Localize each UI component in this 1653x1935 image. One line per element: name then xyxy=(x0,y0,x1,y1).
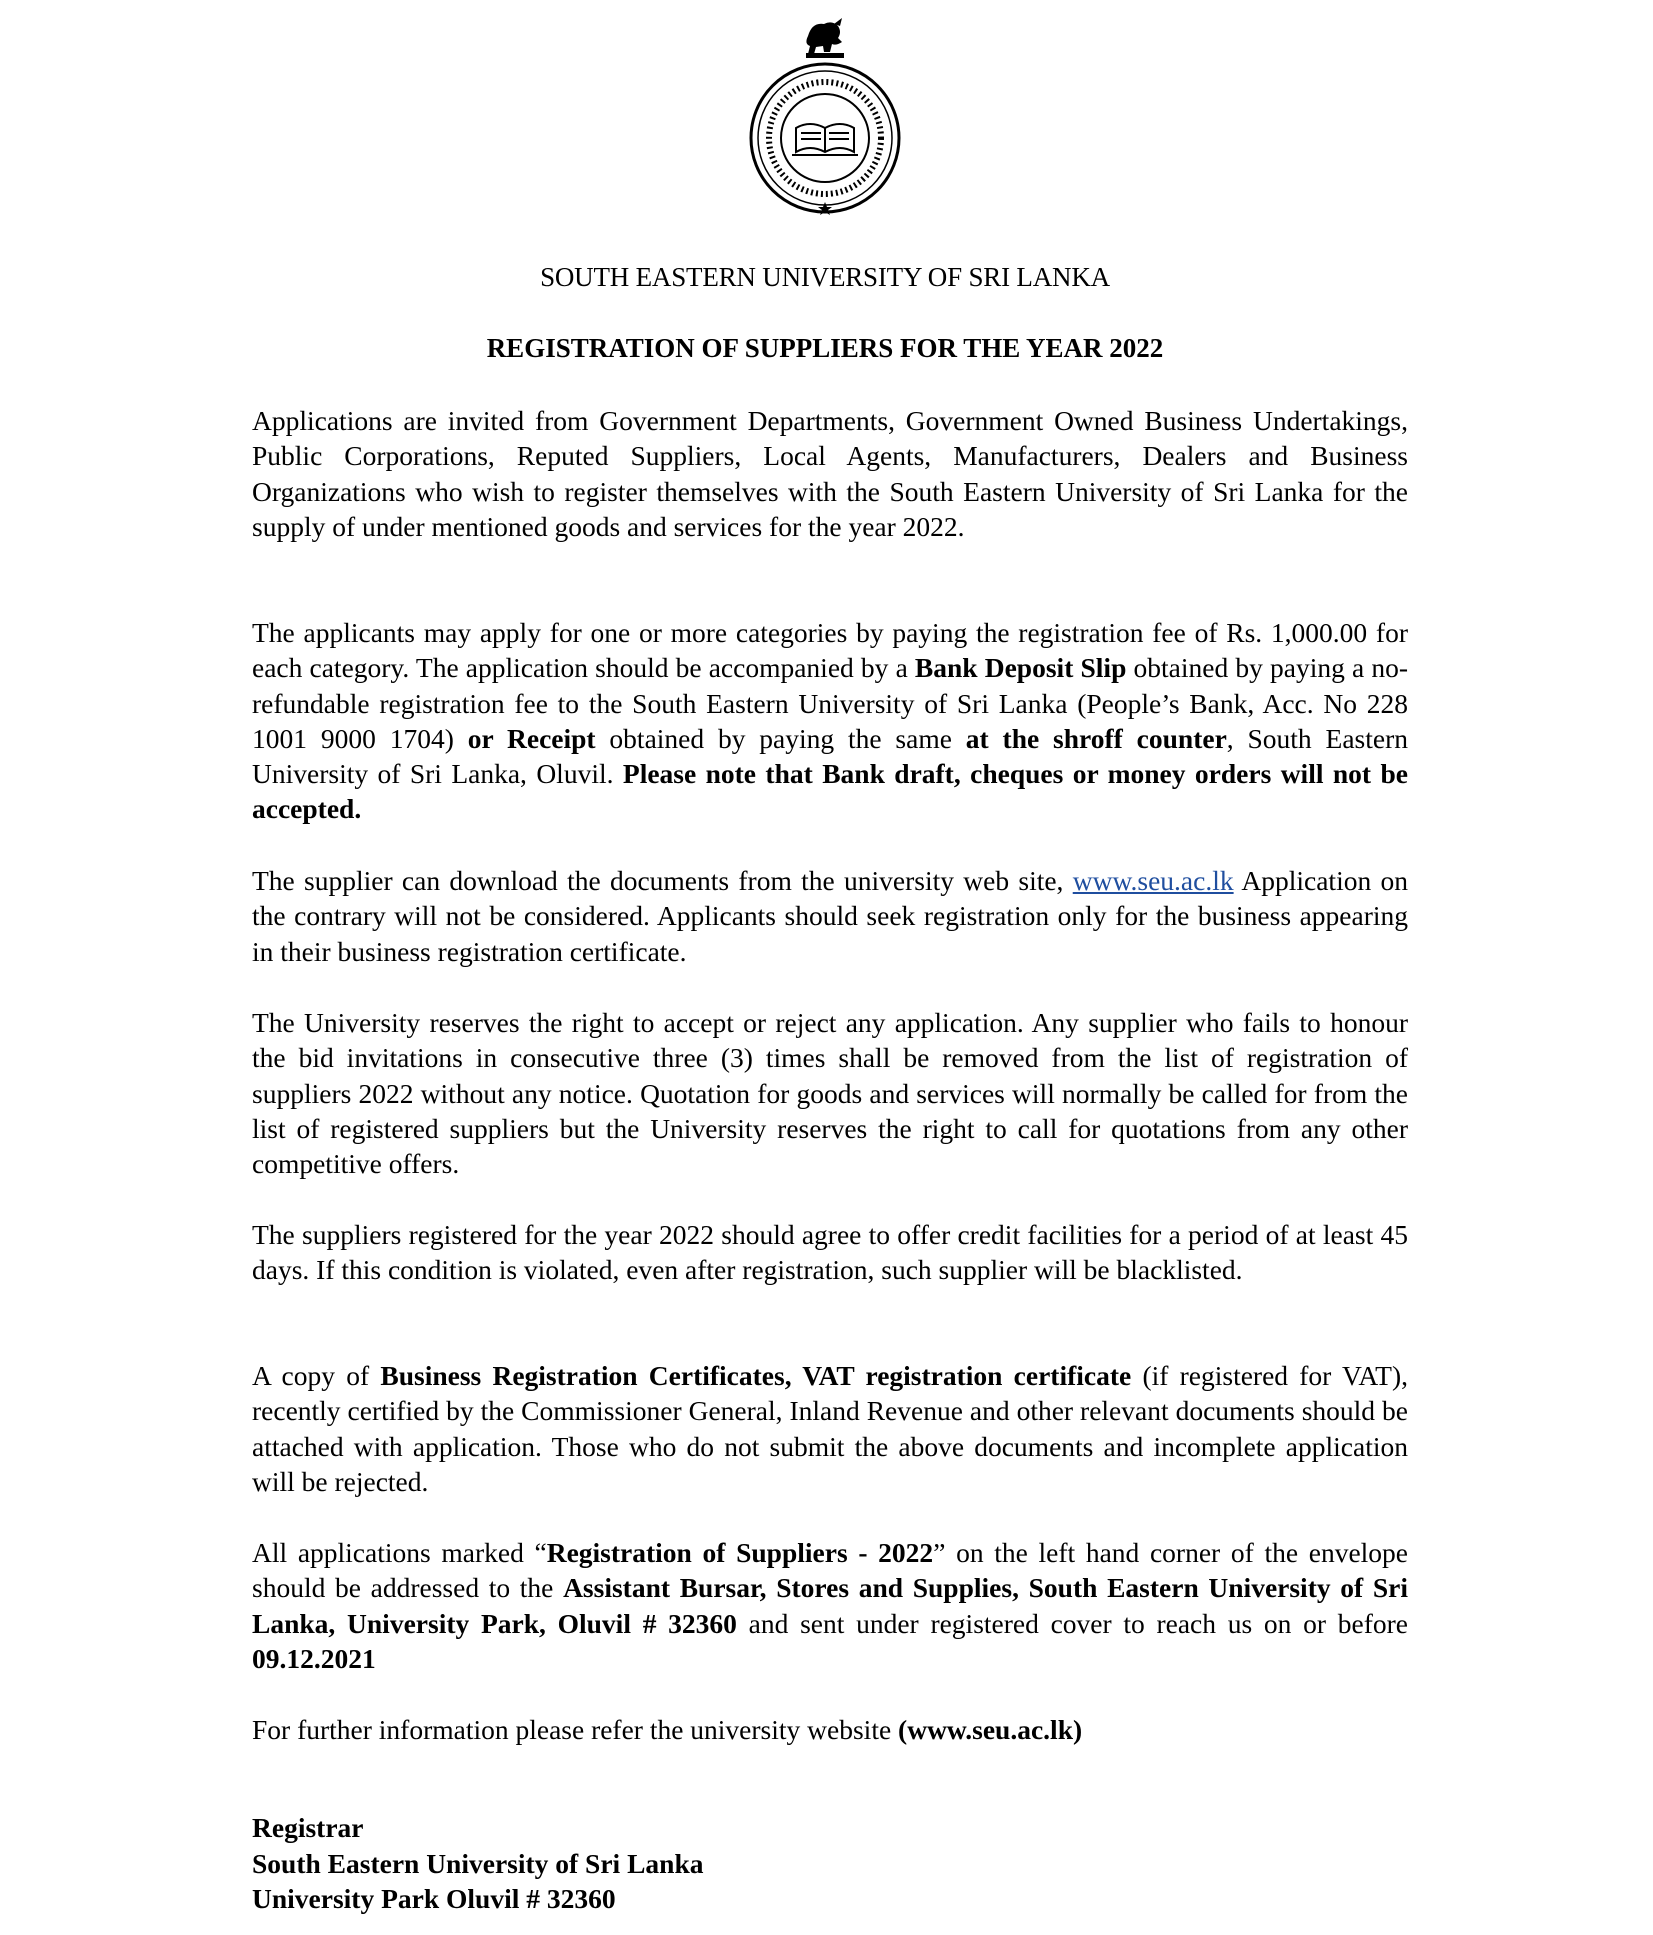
text: A copy of xyxy=(252,1360,381,1391)
bold-text: or Receipt xyxy=(467,722,596,754)
paragraph-credit: The suppliers registered for the year 2022 should agree to offer credit facilities for a period of at least 45 days. If this condition is violated, even after registration, such supplier will be blacklisted. xyxy=(252,1219,1408,1286)
university-seal-logo xyxy=(746,16,904,216)
text: obtained by paying the same xyxy=(595,722,966,754)
bold-text: Please note that Bank draft, cheques or money orders will not be accepted. xyxy=(252,758,1408,825)
bold-text: 09.12.2021 xyxy=(252,1642,376,1674)
bold-text: at the shroff counter xyxy=(965,722,1227,754)
paragraph-rights: The University reserves the right to accept or reject any application. Any supplier who fails to honour the bid invitations in consecutive three (3) times shall be removed from the list of registration of suppliers 2022 without any notice. Quotation for goods and services will normally be called for from the list of registered suppliers but the University reserves the right to call for quotations from any other competitive offers. xyxy=(252,1007,1408,1180)
paragraph-registration-fee xyxy=(252,615,1408,827)
text: For further information please refer the university website xyxy=(252,1714,899,1745)
text: The supplier can download the documents from the university web site, xyxy=(252,865,1073,896)
bold-text: Bank Deposit Slip xyxy=(914,652,1127,684)
paragraph-invitation: Applications are invited from Government Departments, Government Owned Business Undertakings, Public Corporations, Reputed Suppliers, Local Agents, Manufacturers, Dealers and Business Organizations who wish to register themselves with the South Eastern University of Sri Lanka for the supply of under mentioned goods and services for the year 2022. xyxy=(252,405,1408,542)
paragraph-documents xyxy=(252,1358,1408,1499)
university-name: SOUTH EASTERN UNIVERSITY OF SRI LANKA xyxy=(540,262,1110,292)
signature-title: Registrar xyxy=(252,1812,364,1843)
signature-block xyxy=(252,1810,704,1917)
bold-text: Registration of Suppliers - 2022 xyxy=(546,1537,934,1568)
notice-title: REGISTRATION OF SUPPLIERS FOR THE YEAR 2022 xyxy=(486,333,1164,363)
bold-text: Assistant Bursar, Stores and Supplies, South Eastern University of Sri Lanka, University Park, Oluvil # 32360 xyxy=(252,1572,1408,1639)
paragraph-download xyxy=(252,863,1408,969)
text: and sent under registered cover to reach us on or before xyxy=(736,1607,1408,1639)
text: ” on the left hand corner of the envelope should be addressed to the xyxy=(252,1537,1408,1604)
bold-text: (www.seu.ac.lk) xyxy=(898,1714,1083,1745)
signature-university: South Eastern University of Sri Lanka xyxy=(252,1847,704,1879)
text: obtained by paying a no-refundable registration fee to the South Eastern University of Sri Lanka (People’s Bank, Acc. No 228 1001 9000 1704) xyxy=(252,652,1408,754)
signature-address: University Park Oluvil # 32360 xyxy=(252,1883,616,1914)
website-link[interactable]: www.seu.ac.lk xyxy=(1072,865,1234,896)
seal-icon xyxy=(746,16,904,216)
paragraph-further-info xyxy=(252,1712,1408,1747)
text: The applicants may apply for one or more categories by paying the registration fee of Rs. 1,000.00 for each category. The application should be accompanied by a xyxy=(252,617,1408,684)
text: (if registered for VAT), recently certified by the Commissioner General, Inland Revenue and other relevant documents should be attached with application. Those who do not submit the above documents and incomplete application will be rejected. xyxy=(252,1360,1408,1497)
bold-text: Business Registration Certificates, VAT registration certificate xyxy=(380,1360,1132,1391)
text: All applications marked “ xyxy=(252,1537,547,1568)
paragraph-address xyxy=(252,1535,1408,1676)
text: , South Eastern University of Sri Lanka, Oluvil. xyxy=(252,722,1408,790)
text: Application on the contrary will not be considered. Applicants should seek registration only for the business appearing in their business registration certificate. xyxy=(252,865,1408,967)
